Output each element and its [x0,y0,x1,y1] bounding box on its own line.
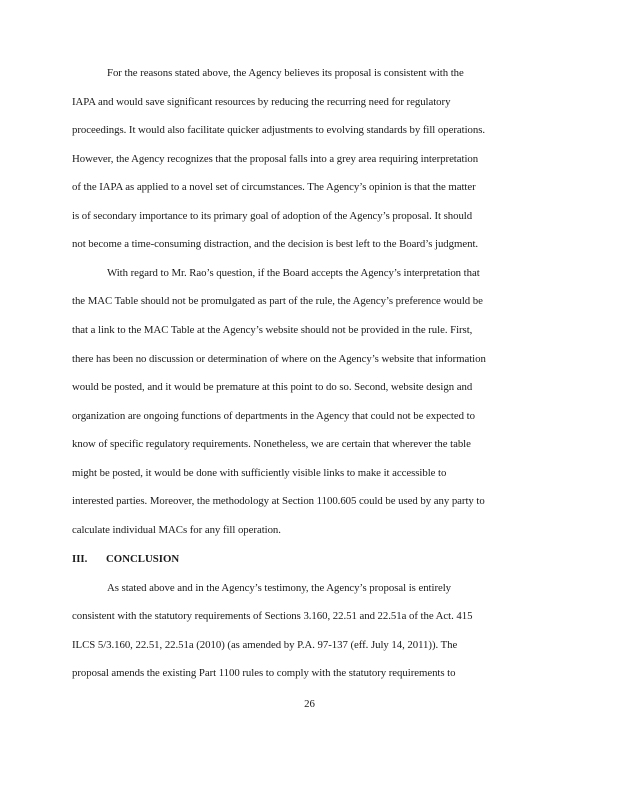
text-line: proposal amends the existing Part 1100 rules to comply with the statutory requirements to [72,667,456,679]
section-number: III. [72,553,88,565]
section-heading [72,552,179,566]
text-line: As stated above and in the Agency’s testimony, the Agency’s proposal is entirely [107,582,452,594]
text-line: is of secondary importance to its primary goal of adoption of the Agency’s proposal. It should [72,210,473,222]
text-line: interested parties. Moreover, the methodology at Section 1100.605 could be used by any party to [72,495,485,507]
text-line: IAPA and would save significant resources by reducing the recurring need for regulatory [72,96,451,108]
text-line: not become a time-consuming distraction, and the decision is best left to the Board’s judgment. [72,238,479,250]
text-line: consistent with the statutory requirements of Sections 3.160, 22.51 and 22.51a of the Act. 415 [72,610,473,622]
text-line: proceedings. It would also facilitate quicker adjustments to evolving standards by fill operations. [72,124,486,136]
text-line: of the IAPA as applied to a novel set of circumstances. The Agency’s opinion is that the matter [72,181,476,193]
text-line: the MAC Table should not be promulgated as part of the rule, the Agency’s preference would be [72,295,483,307]
text-line: ILCS 5/3.160, 22.51, 22.51a (2010) (as amended by P.A. 97-137 (eff. July 14, 2011)). The [72,639,458,651]
text-line: For the reasons stated above, the Agency believes its proposal is consistent with the [107,67,464,79]
text-line: However, the Agency recognizes that the proposal falls into a grey area requiring interpretation [72,153,479,165]
text-line: With regard to Mr. Rao’s question, if the Board accepts the Agency’s interpretation that [107,267,480,279]
text-line: would be posted, and it would be premature at this point to do so. Second, website design and [72,381,473,393]
text-line: there has been no discussion or determination of where on the Agency’s website that information [72,353,486,365]
text-line: organization are ongoing functions of departments in the Agency that could not be expected to [72,410,475,422]
text-line: might be posted, it would be done with sufficiently visible links to make it accessible to [72,467,447,479]
text-line: know of specific regulatory requirements. Nonetheless, we are certain that wherever the table [72,438,471,450]
section-title: CONCLUSION [106,553,180,565]
text-line: that a link to the MAC Table at the Agency’s website should not be provided in the rule. First, [72,324,473,336]
text-line: calculate individual MACs for any fill operation. [72,524,281,536]
page-number: 26 [304,698,315,710]
